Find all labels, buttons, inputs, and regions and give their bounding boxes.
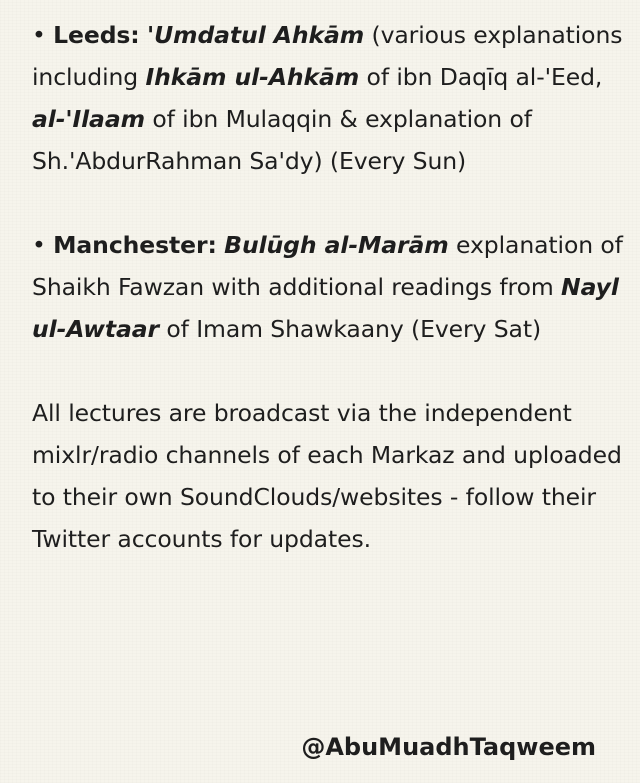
leeds-text-2: of ibn Daqīq al-'Eed, (359, 63, 603, 91)
book-title-ilaam: al-'Ilaam (32, 105, 145, 133)
spacer (32, 350, 628, 392)
spacer (32, 182, 628, 224)
city-leeds: Leeds: (53, 21, 140, 49)
bullet: • (32, 231, 46, 259)
book-title-nayl: Nayl ul-Awtaar (32, 273, 619, 343)
broadcast-note: All lectures are broadcast via the independent mixlr/radio channels of each Markaz and uploaded to their own SoundClouds/websites - follow their Twitter accounts for updates. (32, 399, 622, 553)
author-handle: @AbuMuadhTaqweem (301, 733, 596, 761)
document-body (32, 14, 628, 560)
leeds-text-3: of ibn Mulaqqin & explanation of Sh.'AbdurRahman Sa'dy) (Every Sun) (32, 105, 532, 175)
bullet: • (32, 21, 46, 49)
book-title-bulugh: Bulūgh al-Marām (224, 231, 449, 259)
city-manchester: Manchester: (53, 231, 217, 259)
manchester-text-2: of Imam Shawkaany (Every Sat) (159, 315, 542, 343)
book-title-ihkam: Ihkām ul-Ahkām (145, 63, 360, 91)
leeds-entry (32, 14, 628, 182)
manchester-entry (32, 224, 628, 350)
manchester-text-1: explanation of Shaikh Fawzan with additional readings from (32, 231, 623, 301)
book-title-umdatul-ahkam: 'Umdatul Ahkām (146, 21, 365, 49)
leeds-text-1: (various explanations including (32, 21, 623, 91)
